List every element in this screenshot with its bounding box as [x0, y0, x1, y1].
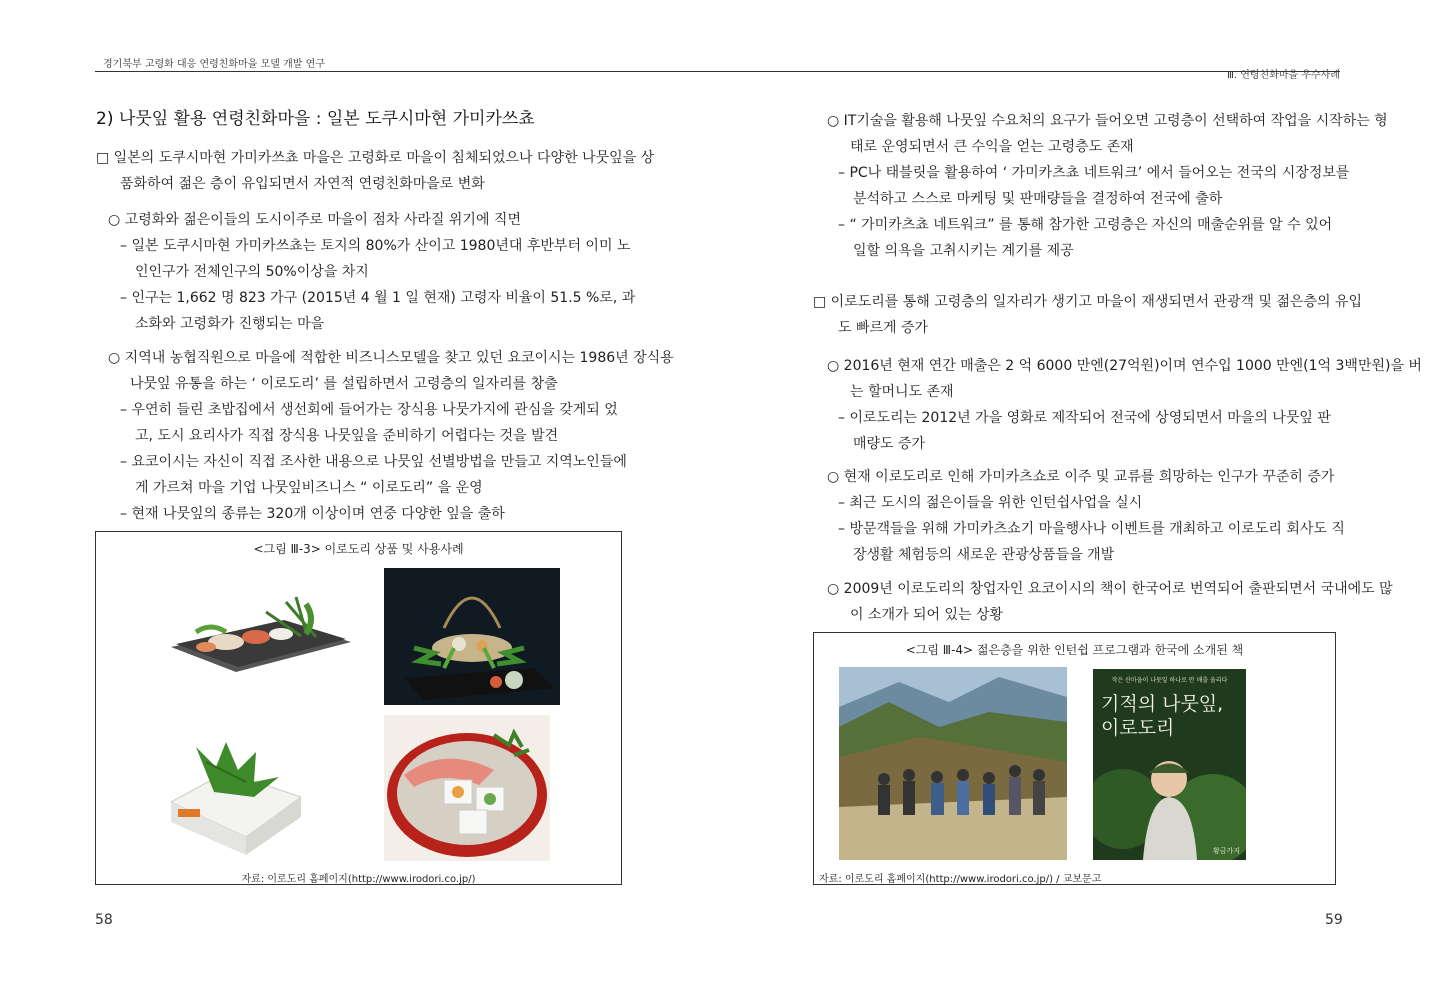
paragraph-line: – “ 가미카츠쵸 네트워크” 를 통해 참가한 고령층은 자신의 매출순위를 알 수 있어: [838, 217, 1333, 233]
paragraph-line: – 현재 나뭇잎의 종류는 320개 이상이며 연중 다양한 잎을 출하: [120, 506, 505, 522]
photo-fish-plate: [384, 715, 550, 861]
book-title-line1: 기적의 나뭇잎,: [1101, 693, 1224, 715]
photo-leaf-package: [166, 717, 306, 857]
paragraph-line: 도 빠르게 증가: [838, 320, 929, 336]
paragraph-line: – 요코이시는 자신이 직접 조사한 내용으로 나뭇잎 선별방법을 만들고 지역노인들에: [120, 454, 627, 470]
paragraph-line: – 인구는 1,662 명 823 가구 (2015년 4 월 1 일 현재) 고령자 비율이 51.5 %로, 과: [120, 290, 636, 306]
paragraph-line: 는 할머니도 존재: [850, 384, 954, 400]
paragraph-line: 태로 운영되면서 큰 수익을 얻는 고령층도 존재: [850, 139, 1134, 155]
paragraph-line: 분석하고 스스로 마케팅 및 판매량들을 결정하여 전국에 출하: [853, 191, 1223, 207]
paragraph-line: ○ 2016년 현재 연간 매출은 2 억 6000 만엔(27억원)이며 연수입 1000 만엔(1억 3백만원)을 버: [827, 358, 1422, 374]
page-number-left: 58: [95, 912, 113, 928]
paragraph-line: 인인구가 전체인구의 50%이상을 차지: [135, 264, 369, 280]
figure-internship-book: [813, 632, 1336, 885]
paragraph-line: 소화와 고령화가 진행되는 마을: [135, 316, 325, 332]
page-number-right: 59: [1325, 912, 1343, 928]
paragraph-line: ○ IT기술을 활용해 나뭇잎 수요처의 요구가 들어오면 고령층이 선택하여 작업을 시작하는 형: [827, 113, 1388, 129]
paragraph-line: □ 일본의 도쿠시마현 가미카쓰쵸 마을은 고령화로 마을이 침체되었으나 다양한 나뭇잎을 상: [96, 150, 655, 166]
paragraph-line: – 방문객들을 위해 가미카츠쇼기 마을행사나 이벤트를 개최하고 이로도리 회사도 직: [838, 521, 1345, 537]
photo-sashimi-platter: [166, 592, 356, 682]
paragraph-line: 나뭇잎 유통을 하는 ‘ 이로도리’ 를 설립하면서 고령층의 일자리를 창출: [130, 376, 558, 392]
paragraph-line: – 우연히 들린 초밥집에서 생선회에 들어가는 장식용 나뭇가지에 관심을 갖게되 었: [120, 402, 618, 418]
paragraph-line: 일할 의욕을 고취시키는 계기를 제공: [853, 243, 1074, 259]
figure-caption: <그림 Ⅲ-3> 이로도리 상품 및 사용사례: [253, 542, 464, 556]
book-cover: [1093, 669, 1246, 860]
paragraph-line: ○ 현재 이로도리로 인해 가미카츠쇼로 이주 및 교류를 희망하는 인구가 꾸준히 증가: [827, 469, 1335, 485]
header-rule: [95, 71, 1340, 72]
paragraph-line: ○ 2009년 이로도리의 창업자인 요코이시의 책이 한국어로 번역되어 출판되면서 국내에도 많: [827, 581, 1393, 597]
paragraph-line: 이 소개가 되어 있는 상황: [850, 607, 1004, 623]
photo-interns-group: [839, 667, 1067, 860]
figure-source: 자료: 이로도리 홈페이지(http://www.irodori.co.jp/) / 교보문고: [819, 874, 1102, 885]
paragraph-line: 게 가르쳐 마을 기업 나뭇잎비즈니스 “ 이로도리” 을 운영: [135, 480, 483, 496]
paragraph-line: ○ 지역내 농협직원으로 마을에 적합한 비즈니스모델을 찾고 있던 요코이시는 1986년 장식용: [108, 350, 674, 366]
book-top-text: 작은 산마을이 나뭇잎 하나로 만 매출 올리다: [1111, 677, 1228, 684]
book-publisher: 황금가지: [1212, 847, 1240, 855]
figure-irodori-products: [95, 531, 622, 885]
paragraph-line: – 이로도리는 2012년 가을 영화로 제작되어 전국에 상영되면서 마을의 나뭇잎 판: [838, 410, 1331, 426]
running-header-left: 경기북부 고령화 대응 연령친화마을 모델 개발 연구: [103, 59, 325, 70]
section-title: 2) 나뭇잎 활용 연령친화마을 : 일본 도쿠시마현 가미카쓰쵸: [96, 109, 535, 129]
paragraph-line: – 최근 도시의 젊은이들을 위한 인턴쉽사업을 실시: [838, 495, 1143, 511]
photo-basket-leaves: [384, 568, 560, 705]
running-header-right: Ⅲ. 연령친화마을 우수사례: [1226, 70, 1340, 81]
figure-caption: <그림 Ⅲ-4> 젊은층을 위한 인턴쉽 프로그램과 한국에 소개된 책: [905, 643, 1244, 657]
paragraph-line: ○ 고령화와 젊은이들의 도시이주로 마을이 점차 사라질 위기에 직면: [108, 212, 521, 228]
paragraph-line: 장생활 체험등의 새로운 관광상품들을 개발: [853, 547, 1115, 563]
paragraph-line: – 일본 도쿠시마현 가미카쓰쵸는 토지의 80%가 산이고 1980년대 후반부터 이미 노: [120, 238, 631, 254]
paragraph-line: 매량도 증가: [853, 436, 926, 452]
paragraph-line: 품화하여 젊은 층이 유입되면서 자연적 연령친화마을로 변화: [120, 176, 485, 192]
paragraph-line: – PC나 태블릿을 활용하여 ‘ 가미카츠쵸 네트워크’ 에서 들어오는 전국의 시장정보를: [838, 165, 1350, 181]
book-title-line2: 이로도리: [1101, 717, 1175, 739]
paragraph-line: 고, 도시 요리사가 직접 장식용 나뭇잎을 준비하기 어렵다는 것을 발견: [135, 428, 559, 444]
paragraph-line: □ 이로도리를 통해 고령층의 일자리가 생기고 마을이 재생되면서 관광객 및 젊은층의 유입: [813, 294, 1363, 310]
figure-source: 자료: 이로도리 홈페이지(http://www.irodori.co.jp/): [241, 874, 476, 885]
